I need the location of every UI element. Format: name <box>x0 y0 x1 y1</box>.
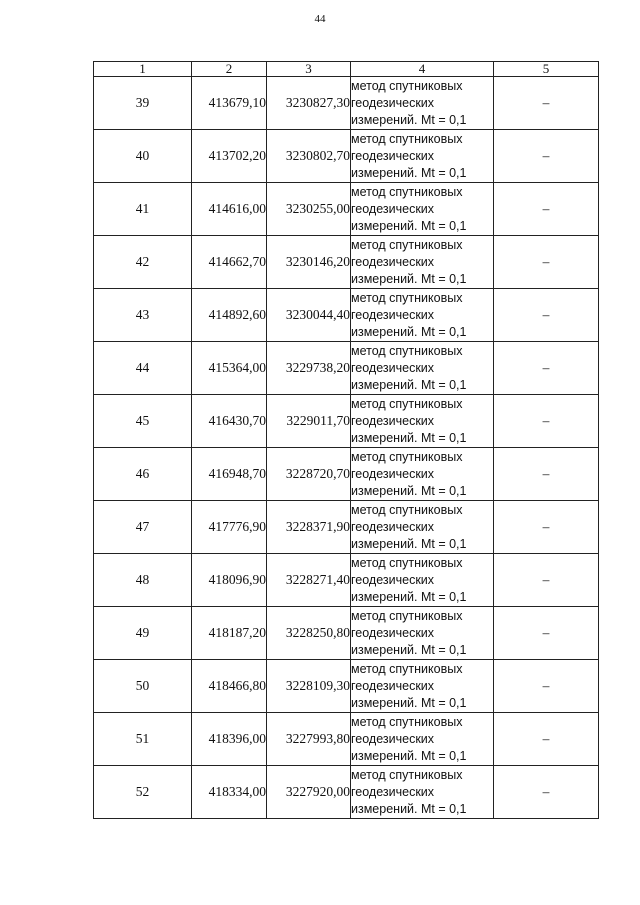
point-number: 43 <box>94 289 192 342</box>
description-dash: – <box>494 766 599 819</box>
description-dash: – <box>494 395 599 448</box>
coordinate-y: 3230146,20 <box>267 236 351 289</box>
method-description <box>351 77 494 130</box>
column-header-4: 4 <box>351 62 494 77</box>
method-description <box>351 342 494 395</box>
method-line-1: метод спутниковых <box>351 343 463 358</box>
method-line-2: геодезических <box>351 572 435 587</box>
coordinate-x: 416430,70 <box>192 395 267 448</box>
method-description <box>351 501 494 554</box>
point-number: 49 <box>94 607 192 660</box>
coordinate-y: 3228250,80 <box>267 607 351 660</box>
method-line-3: измерений. Mt = 0,1 <box>351 536 467 551</box>
point-number: 46 <box>94 448 192 501</box>
coordinate-y: 3230802,70 <box>267 130 351 183</box>
coordinate-x: 416948,70 <box>192 448 267 501</box>
method-line-1: метод спутниковых <box>351 608 463 623</box>
method-line-2: геодезических <box>351 201 435 216</box>
coordinate-x: 418187,20 <box>192 607 267 660</box>
coordinate-x: 414616,00 <box>192 183 267 236</box>
method-line-3: измерений. Mt = 0,1 <box>351 589 467 604</box>
method-line-1: метод спутниковых <box>351 661 463 676</box>
page-number: 44 <box>314 13 326 25</box>
coordinates-table <box>93 61 599 819</box>
method-line-2: геодезических <box>351 519 435 534</box>
table-row <box>94 660 599 713</box>
method-description <box>351 395 494 448</box>
method-line-1: метод спутниковых <box>351 184 463 199</box>
coordinate-y: 3229738,20 <box>267 342 351 395</box>
method-line-1: метод спутниковых <box>351 237 463 252</box>
table-row <box>94 77 599 130</box>
point-number: 51 <box>94 713 192 766</box>
coordinate-y: 3230044,40 <box>267 289 351 342</box>
point-number: 52 <box>94 766 192 819</box>
point-number: 40 <box>94 130 192 183</box>
method-description <box>351 554 494 607</box>
coordinate-y: 3230255,00 <box>267 183 351 236</box>
table-row <box>94 713 599 766</box>
table-row <box>94 289 599 342</box>
coordinate-x: 418466,80 <box>192 660 267 713</box>
coordinate-x: 418396,00 <box>192 713 267 766</box>
table-row <box>94 130 599 183</box>
column-header-5: 5 <box>494 62 599 77</box>
description-dash: – <box>494 183 599 236</box>
method-line-2: геодезических <box>351 360 435 375</box>
method-description <box>351 289 494 342</box>
method-line-1: метод спутниковых <box>351 449 463 464</box>
column-header-1: 1 <box>94 62 192 77</box>
coordinate-y: 3228720,70 <box>267 448 351 501</box>
description-dash: – <box>494 236 599 289</box>
method-description <box>351 183 494 236</box>
description-dash: – <box>494 713 599 766</box>
table-row <box>94 501 599 554</box>
point-number: 44 <box>94 342 192 395</box>
table-row <box>94 448 599 501</box>
table-row <box>94 395 599 448</box>
method-line-1: метод спутниковых <box>351 78 463 93</box>
coordinate-x: 417776,90 <box>192 501 267 554</box>
method-line-3: измерений. Mt = 0,1 <box>351 642 467 657</box>
method-line-3: измерений. Mt = 0,1 <box>351 271 467 286</box>
description-dash: – <box>494 130 599 183</box>
method-line-1: метод спутниковых <box>351 290 463 305</box>
method-line-3: измерений. Mt = 0,1 <box>351 801 467 816</box>
method-line-1: метод спутниковых <box>351 396 463 411</box>
coordinate-y: 3228271,40 <box>267 554 351 607</box>
point-number: 47 <box>94 501 192 554</box>
method-description <box>351 713 494 766</box>
coordinate-x: 413679,10 <box>192 77 267 130</box>
description-dash: – <box>494 660 599 713</box>
method-line-3: измерений. Mt = 0,1 <box>351 112 467 127</box>
table-row <box>94 766 599 819</box>
table-row <box>94 236 599 289</box>
method-line-3: измерений. Mt = 0,1 <box>351 218 467 233</box>
method-line-1: метод спутниковых <box>351 714 463 729</box>
method-line-1: метод спутниковых <box>351 131 463 146</box>
coordinate-x: 414892,60 <box>192 289 267 342</box>
table-row <box>94 554 599 607</box>
column-header-3: 3 <box>267 62 351 77</box>
coordinate-x: 415364,00 <box>192 342 267 395</box>
table-row <box>94 342 599 395</box>
description-dash: – <box>494 77 599 130</box>
method-line-3: измерений. Mt = 0,1 <box>351 165 467 180</box>
coordinate-x: 418334,00 <box>192 766 267 819</box>
coordinate-x: 418096,90 <box>192 554 267 607</box>
table-row <box>94 607 599 660</box>
description-dash: – <box>494 501 599 554</box>
method-line-3: измерений. Mt = 0,1 <box>351 430 467 445</box>
column-header-2: 2 <box>192 62 267 77</box>
description-dash: – <box>494 342 599 395</box>
method-line-2: геодезических <box>351 95 435 110</box>
method-line-3: измерений. Mt = 0,1 <box>351 377 467 392</box>
method-description <box>351 236 494 289</box>
point-number: 39 <box>94 77 192 130</box>
method-line-2: геодезических <box>351 625 435 640</box>
method-line-1: метод спутниковых <box>351 555 463 570</box>
method-description <box>351 448 494 501</box>
coordinate-x: 413702,20 <box>192 130 267 183</box>
description-dash: – <box>494 289 599 342</box>
coordinate-y: 3228371,90 <box>267 501 351 554</box>
method-line-3: измерений. Mt = 0,1 <box>351 748 467 763</box>
method-line-2: геодезических <box>351 784 435 799</box>
method-description <box>351 660 494 713</box>
point-number: 42 <box>94 236 192 289</box>
method-line-2: геодезических <box>351 307 435 322</box>
method-line-3: измерений. Mt = 0,1 <box>351 324 467 339</box>
method-line-2: геодезических <box>351 148 435 163</box>
table-row <box>94 183 599 236</box>
coordinate-y: 3227920,00 <box>267 766 351 819</box>
coordinate-y: 3229011,70 <box>267 395 351 448</box>
method-description <box>351 766 494 819</box>
method-line-2: геодезических <box>351 413 435 428</box>
table-body <box>94 77 599 819</box>
point-number: 48 <box>94 554 192 607</box>
method-line-2: геодезических <box>351 678 435 693</box>
coordinate-y: 3227993,80 <box>267 713 351 766</box>
method-description <box>351 607 494 660</box>
table-header-row <box>94 62 599 77</box>
method-line-3: измерений. Mt = 0,1 <box>351 695 467 710</box>
coordinate-y: 3230827,30 <box>267 77 351 130</box>
method-line-1: метод спутниковых <box>351 502 463 517</box>
method-line-2: геодезических <box>351 254 435 269</box>
method-line-1: метод спутниковых <box>351 767 463 782</box>
description-dash: – <box>494 607 599 660</box>
method-line-2: геодезических <box>351 731 435 746</box>
point-number: 45 <box>94 395 192 448</box>
coordinate-x: 414662,70 <box>192 236 267 289</box>
description-dash: – <box>494 554 599 607</box>
method-line-3: измерений. Mt = 0,1 <box>351 483 467 498</box>
point-number: 50 <box>94 660 192 713</box>
coordinate-y: 3228109,30 <box>267 660 351 713</box>
method-description <box>351 130 494 183</box>
method-line-2: геодезических <box>351 466 435 481</box>
point-number: 41 <box>94 183 192 236</box>
description-dash: – <box>494 448 599 501</box>
